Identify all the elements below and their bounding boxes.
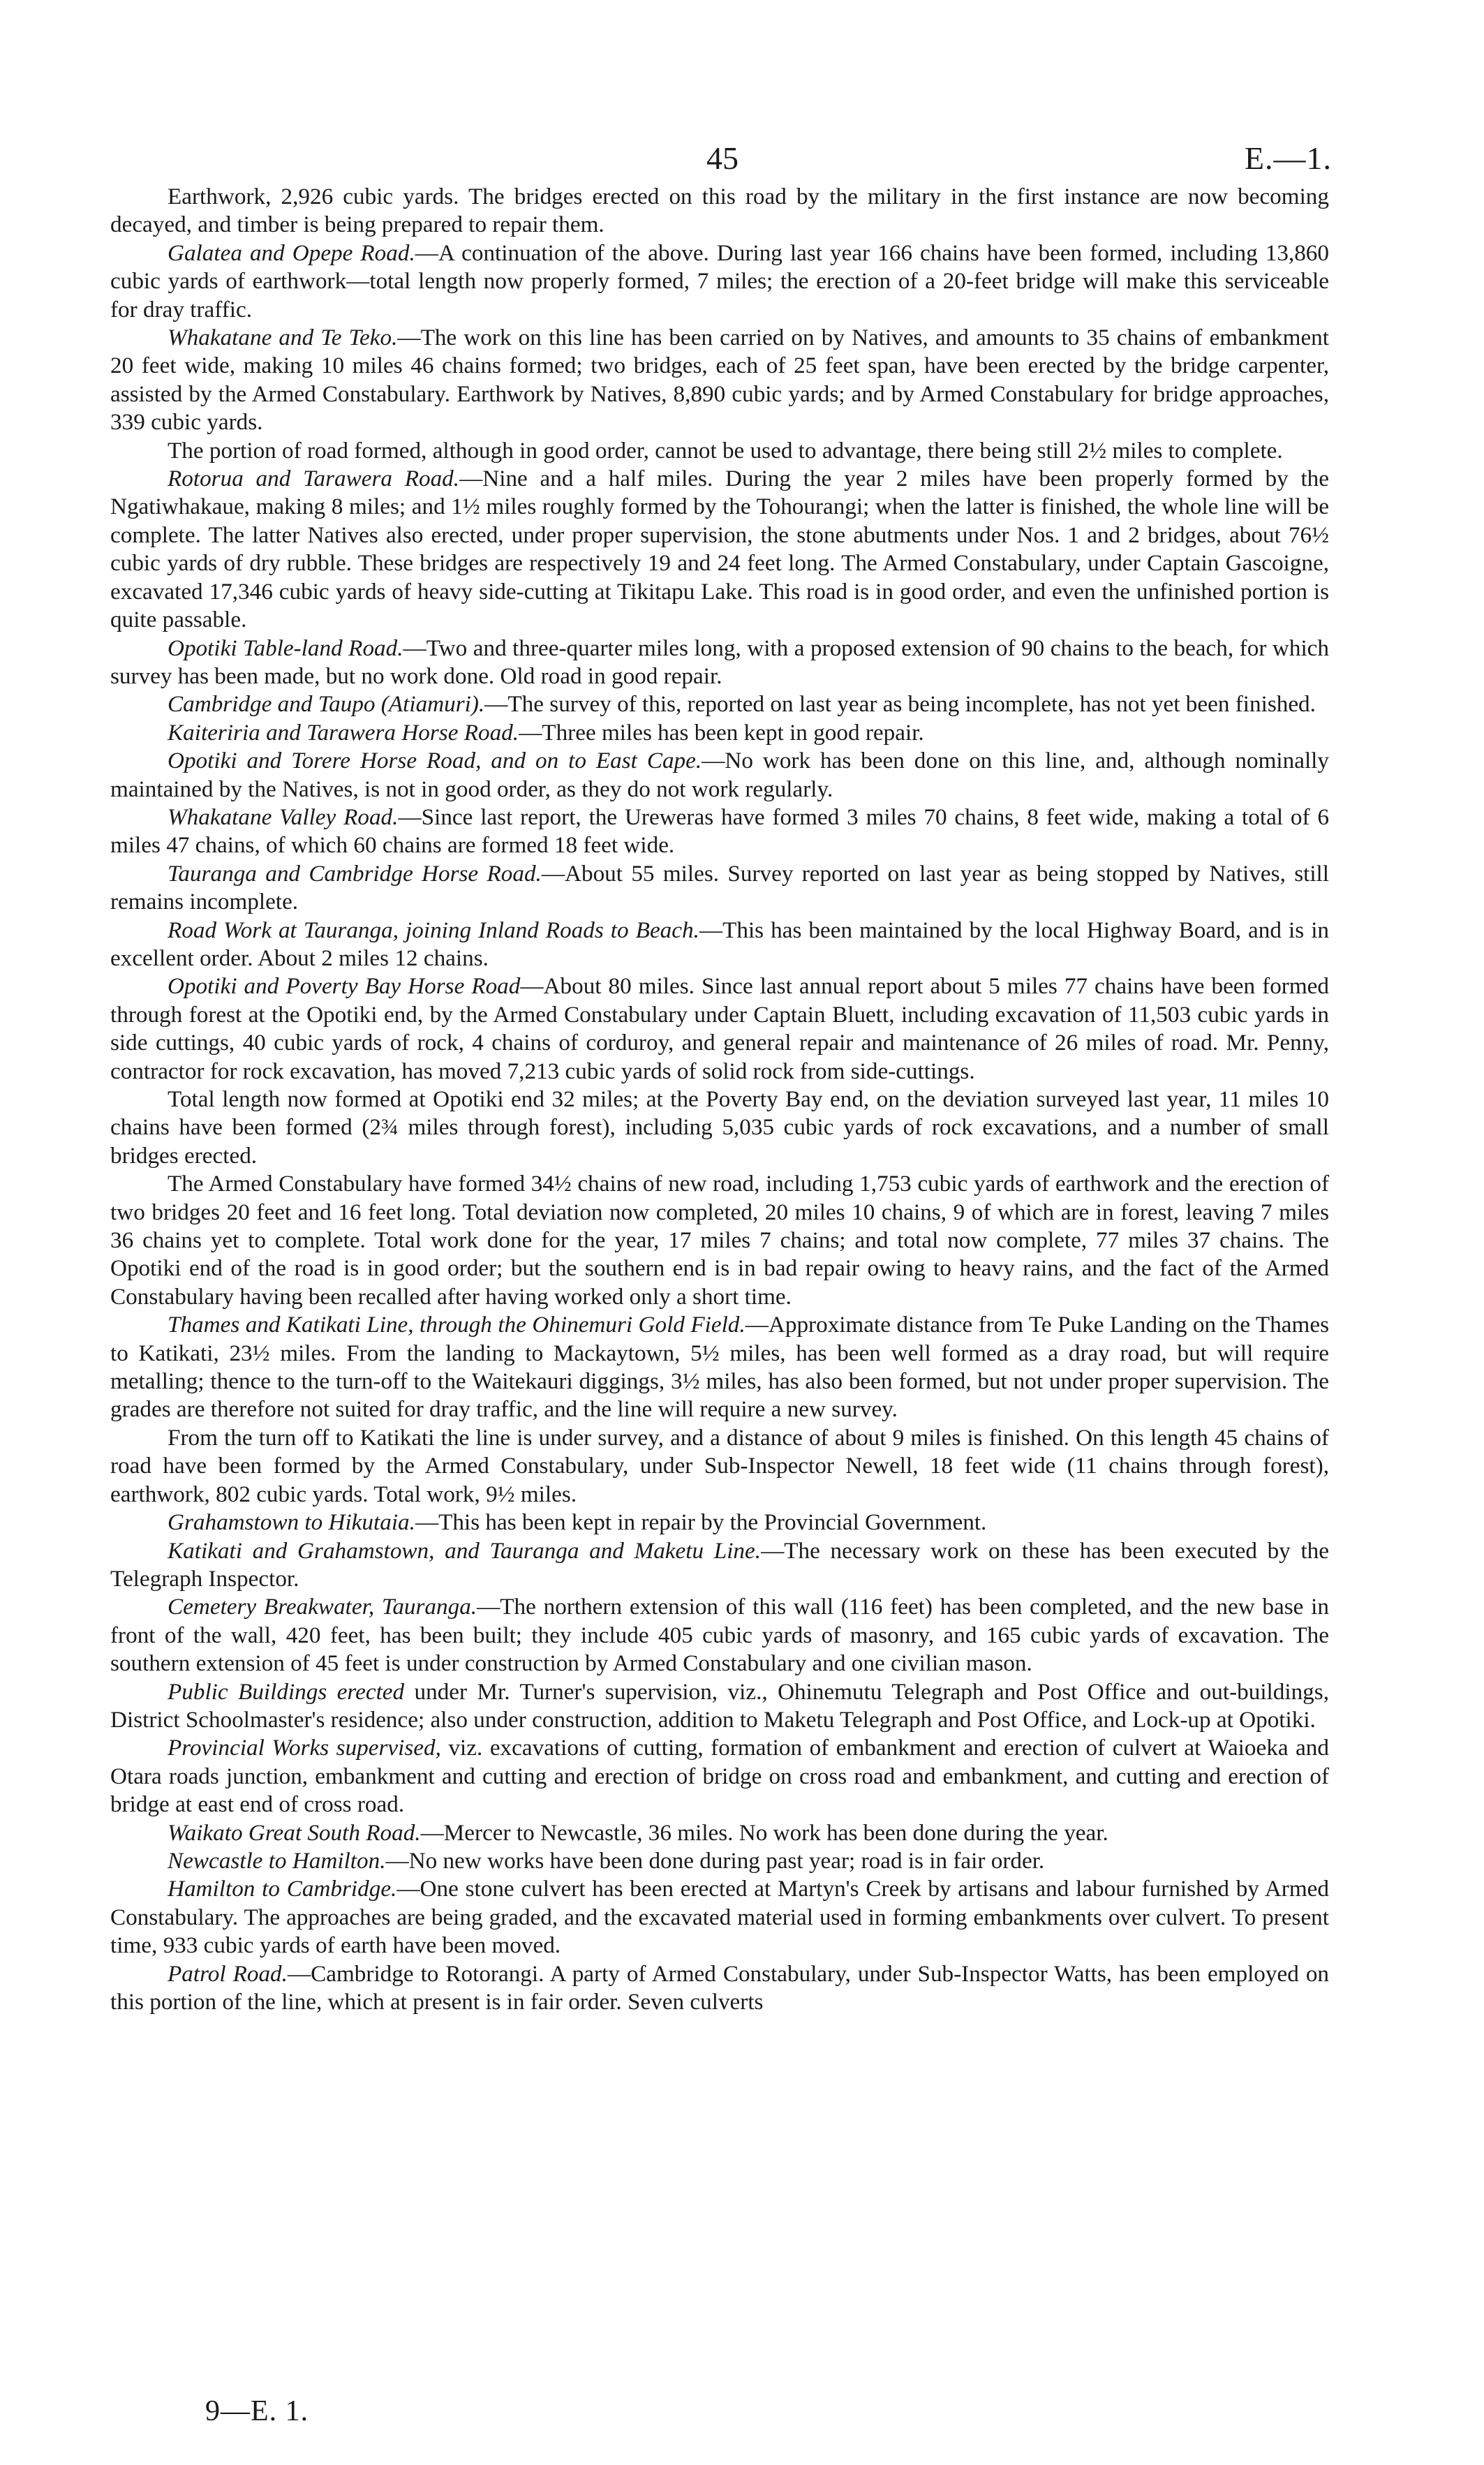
paragraph-heading: Opotiki and Poverty Bay Horse Road — [168, 973, 521, 1000]
paragraph — [110, 239, 1329, 324]
paragraph-text: —Three miles has been kept in good repair. — [519, 719, 924, 746]
paragraph — [110, 972, 1329, 1086]
signature-mark: 9—E. 1. — [205, 2395, 309, 2427]
paragraph-heading: Opotiki and Torere Horse Road, and on to East Cape. — [168, 748, 702, 774]
paragraph-text: —About 55 miles. Survey reported on last year as being stopped by Natives, still remains incomplete. — [110, 860, 1330, 915]
paragraph-text: —Two and three-quarter miles long, with a proposed extension of 90 chains to the beach, for which survey has been made, but no work done. Old road in good repair. — [110, 635, 1329, 689]
paragraph-text: —The survey of this, reported on last year as being incomplete, has not yet been finished. — [484, 691, 1316, 718]
paragraph-heading: Cemetery Breakwater, Tauranga. — [168, 1594, 477, 1620]
series-code: E.—1. — [1244, 140, 1332, 176]
paragraph-text: —The necessary work on these has been executed by the Telegraph Inspector. — [110, 1537, 1329, 1592]
paragraph-heading: Thames and Katikati Line, through the Ohinemuri Gold Field. — [168, 1312, 745, 1338]
paragraph-text: viz. excavations of cutting, formation of embankment and erection of culvert at Waioeka and Otara roads junction, embankment and cutting and erection of bridge on cross road and embankment, and cutting and erection of bridge at east end of cross road. — [110, 1735, 1329, 1818]
paragraph-heading: Whakatane Valley Road. — [168, 804, 399, 830]
paragraph-text: The portion of road formed, although in good order, cannot be used to advantage, there being still 2½ miles to complete. — [168, 437, 1283, 464]
paragraph-text: —Since last report, the Ureweras have formed 3 miles 70 chains, 8 feet wide, making a total of 6 miles 47 chains, of which 60 chains are formed 18 feet wide. — [110, 804, 1329, 859]
body-text — [110, 183, 1329, 2016]
paragraph-text: Total length now formed at Opotiki end 32 miles; at the Poverty Bay end, on the deviation surveyed last year, 11 miles 10 chains have been formed (2¾ miles through forest), including 5,035 cubic yards of rock excavations, and a number of small bridges erected. — [110, 1086, 1329, 1169]
paragraph — [110, 1537, 1329, 1594]
paragraph — [110, 1509, 1329, 1537]
paragraph-text: Earthwork, 2,926 cubic yards. The bridges erected on this road by the military in the first instance are now becoming decayed, and timber is being prepared to repair them. — [110, 184, 1329, 238]
paragraph — [110, 690, 1329, 718]
paragraph — [110, 183, 1329, 239]
paragraph — [110, 1170, 1329, 1311]
paragraph-text: —No new works have been done during past year; road is in fair order. — [385, 1847, 1045, 1874]
paragraph-heading: Katikati and Grahamstown, and Tauranga and Maketu Line. — [168, 1537, 762, 1564]
paragraph-heading: Hamilton to Cambridge. — [168, 1876, 397, 1902]
paragraph-heading: Provincial Works supervised, — [168, 1735, 441, 1761]
paragraph-text: The Armed Constabulary have formed 34½ chains of new road, including 1,753 cubic yards of earthwork and the erection of two bridges 20 feet and 16 feet long. Total deviation now completed, 20 miles 10 chains, 9 of which are in forest, leaving 7 miles 36 chains yet to complete. Total work done for the year, 17 miles 7 chains; and total now complete, 77 miles 37 chains. The Opotiki end of the road is in good order; but the southern end is in bad repair owing to heavy rains, and the fact of the Armed Constabulary having been recalled after having worked only a short time. — [110, 1171, 1329, 1310]
paragraph-text: —Nine and a half miles. During the year 2 miles have been properly formed by the Ngatiwhakaue, making 8 miles; and 1½ miles roughly formed by the Tohourangi; when the latter is finished, the whole line will be complete. The latter Natives also erected, under proper supervision, the stone abutments under Nos. 1 and 2 bridges, about 76½ cubic yards of dry rubble. These bridges are respectively 19 and 24 feet long. The Armed Constabulary, under Captain Gascoigne, excavated 17,346 cubic yards of heavy side-cutting at Tikitapu Lake. This road is in good order, and even the unfinished portion is quite passable. — [110, 466, 1329, 633]
paragraph-text: —This has been kept in repair by the Provincial Government. — [415, 1509, 987, 1536]
paragraph-text: —No work has been done on this line, and, although nominally maintained by the Natives, is not in good order, as they do not work regularly. — [110, 748, 1329, 802]
paragraph-heading: Rotorua and Tarawera Road. — [168, 466, 460, 492]
paragraph-heading: Patrol Road. — [168, 1960, 288, 1987]
paragraph — [110, 1424, 1329, 1509]
paragraph-heading: Kaiteriria and Tarawera Horse Road. — [168, 719, 519, 746]
paragraph-heading: Opotiki Table-land Road. — [168, 635, 403, 661]
paragraph — [110, 1086, 1329, 1170]
paragraph-text: —One stone culvert has been erected at Martyn's Creek by artisans and labour furnished by Armed Constabulary. The approaches are being graded, and the excavated material used in forming embankments over culvert. To present time, 933 cubic yards of earth have been moved. — [110, 1876, 1329, 1959]
paragraph — [110, 1734, 1329, 1819]
paragraph-heading: Cambridge and Taupo (Atiamuri). — [168, 691, 485, 718]
paragraph-text: —About 80 miles. Since last annual report about 5 miles 77 chains have been formed through forest at the Opotiki end, by the Armed Constabulary under Captain Bluett, including excavation of 11,503 cubic yards in side cuttings, 40 cubic yards of rock, 4 chains of corduroy, and general repair and maintenance of 26 miles of road. Mr. Penny, contractor for rock excavation, has moved 7,213 cubic yards of solid rock from side-cuttings. — [110, 973, 1329, 1084]
paragraph-heading: Whakatane and Te Teko. — [168, 325, 398, 351]
paragraph — [110, 1875, 1329, 1960]
paragraph-text: —The northern extension of this wall (116 feet) has been completed, and the new base in front of the wall, 420 feet, has been built; they include 405 cubic yards of masonry, and 165 cubic yards of excavation. The southern extension of 45 feet is under construction by Armed Constabulary and one civilian mason. — [110, 1594, 1329, 1677]
paragraph — [110, 1847, 1329, 1875]
paragraph — [110, 860, 1329, 917]
paragraph — [110, 635, 1329, 691]
page-number: 45 — [706, 140, 739, 176]
paragraph-heading: Public Buildings erected — [168, 1678, 405, 1705]
paragraph-heading: Galatea and Opepe Road. — [168, 239, 415, 266]
paragraph-text: under Mr. Turner's supervision, viz., Ohinemutu Telegraph and Post Office and out-buildings, District Schoolmaster's residence; also under construction, addition to Maketu Telegraph and Post Office, and Lock-up at Opotiki. — [110, 1678, 1329, 1733]
paragraph-text: —Approximate distance from Te Puke Landing on the Thames to Katikati, 23½ miles. From the landing to Mackaytown, 5½ miles, has been well formed as a dray road, but will require metalling; thence to the turn-off to the Waitekauri diggings, 3½ miles, has also been formed, but not under proper supervision. The grades are therefore not suited for dray traffic, and the line will require a new survey. — [110, 1312, 1329, 1423]
paragraph-text: —The work on this line has been carried on by Natives, and amounts to 35 chains of embankment 20 feet wide, making 10 miles 46 chains formed; two bridges, each of 25 feet span, have been erected by the bridge carpenter, assisted by the Armed Constabulary. Earthwork by Natives, 8,890 cubic yards; and by Armed Constabulary for bridge approaches, 339 cubic yards. — [110, 325, 1329, 436]
paragraph — [110, 804, 1329, 860]
paragraph — [110, 1819, 1329, 1847]
paragraph-text: From the turn off to Katikati the line is under survey, and a distance of about 9 miles is finished. On this length 45 chains of road have been formed by the Armed Constabulary, under Sub-Inspector Newell, 18 feet wide (11 chains through forest), earthwork, 802 cubic yards. Total work, 9½ miles. — [110, 1424, 1329, 1507]
paragraph — [110, 1960, 1329, 2017]
paragraph — [110, 1311, 1329, 1424]
paragraph — [110, 437, 1329, 465]
paragraph — [110, 465, 1329, 634]
paragraph-heading: Grahamstown to Hikutaia. — [168, 1509, 415, 1536]
paragraph — [110, 917, 1329, 973]
paragraph — [110, 1678, 1329, 1735]
paragraph-heading: Tauranga and Cambridge Horse Road. — [168, 860, 542, 887]
paragraph — [110, 747, 1329, 804]
paragraph-text: —A continuation of the above. During last year 166 chains have been formed, including 13,860 cubic yards of earthwork—total length now properly formed, 7 miles; the erection of a 20-feet bridge will make this serviceable for dray traffic. — [110, 239, 1329, 323]
paragraph-text: —This has been maintained by the local Highway Board, and is in excellent order. About 2 miles 12 chains. — [110, 917, 1330, 971]
paragraph-text: —Cambridge to Rotorangi. A party of Armed Constabulary, under Sub-Inspector Watts, has been employed on this portion of the line, which at present is in fair order. Seven culverts — [110, 1960, 1329, 2015]
paragraph — [110, 324, 1329, 437]
paragraph — [110, 1593, 1329, 1678]
paragraph-heading: Waikato Great South Road. — [168, 1819, 421, 1846]
paragraph-heading: Newcastle to Hamilton. — [168, 1847, 386, 1874]
paragraph-text: —Mercer to Newcastle, 36 miles. No work has been done during the year. — [420, 1819, 1108, 1846]
paragraph-heading: Road Work at Tauranga, joining Inland Roads to Beach. — [168, 917, 699, 943]
paragraph — [110, 719, 1329, 747]
